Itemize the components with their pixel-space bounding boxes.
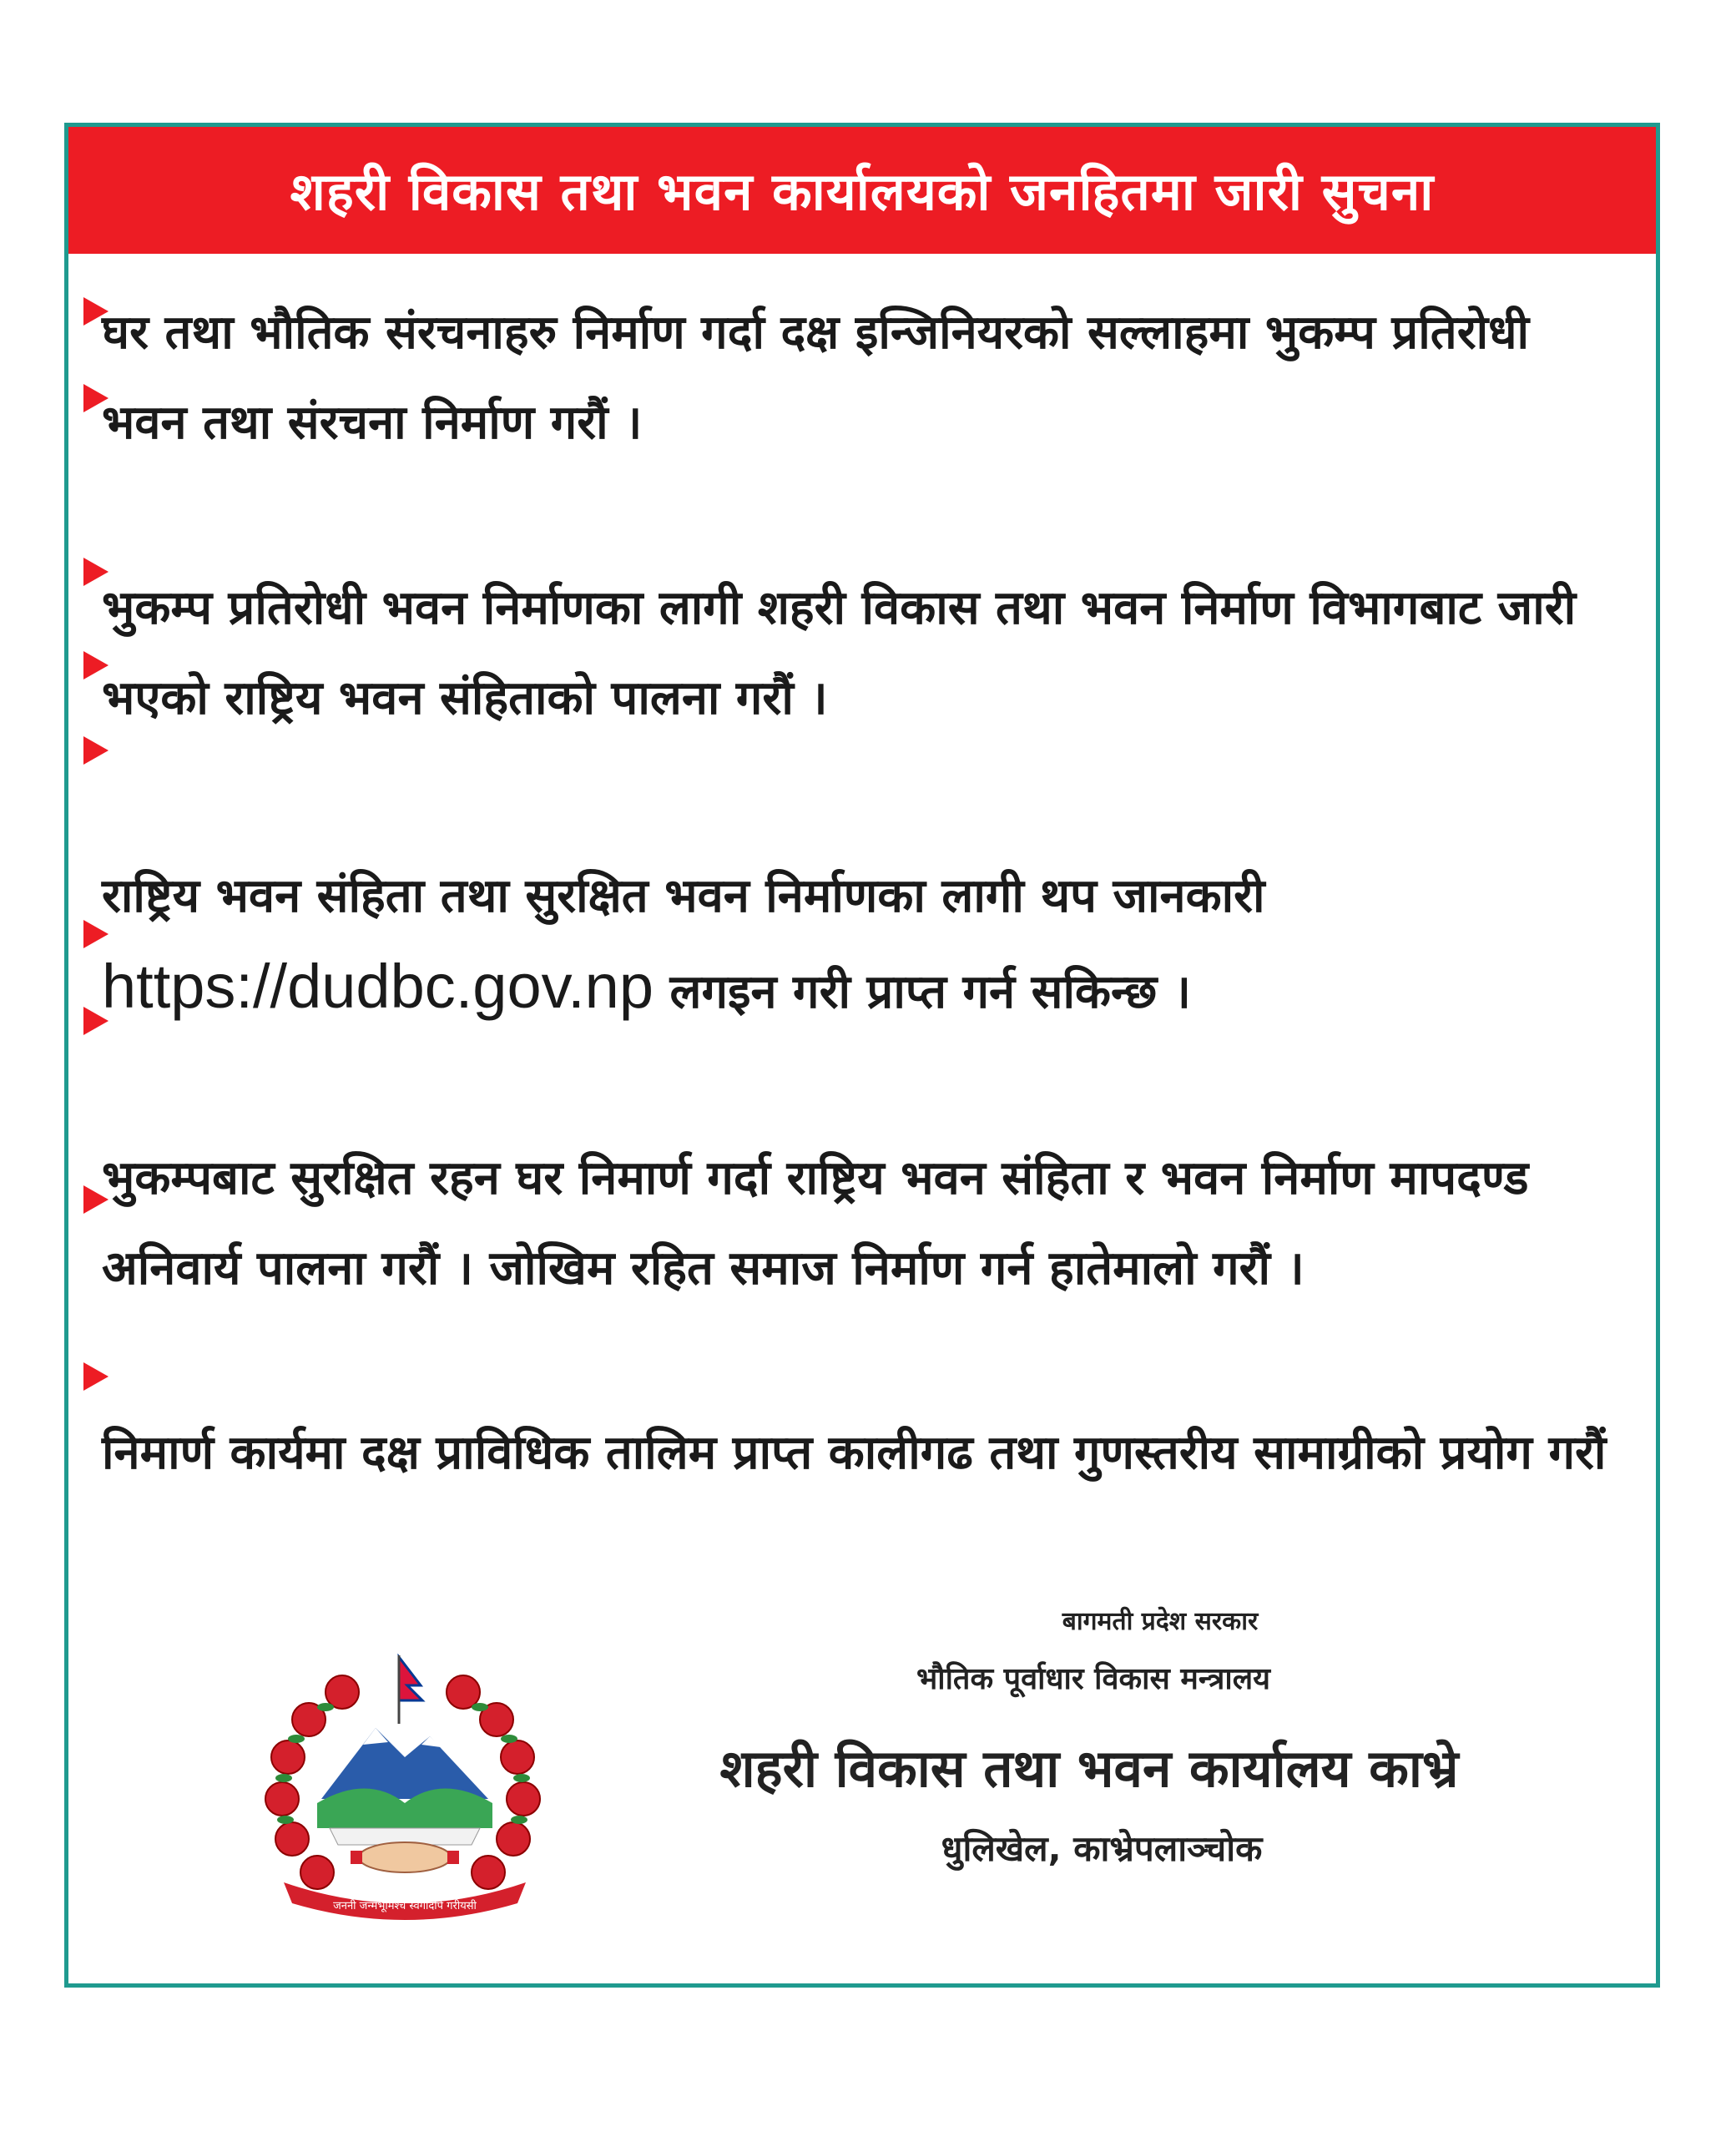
signature-address: धुलिखेल, काभ्रेपलाञ्चोक <box>941 1828 1263 1869</box>
signature-province: बागमती प्रदेश सरकार <box>1062 1607 1259 1636</box>
paragraph-5: निमार्ण कार्यमा दक्ष प्राविधिक तालिम प्राप्त कालीगढ तथा गुणस्तरीय सामाग्रीको प्रयोग गरौं <box>102 1426 1607 1480</box>
nepal-emblem <box>250 1649 559 1924</box>
paragraph-3 <box>102 851 1629 1038</box>
emblem-motto: जननी जन्मभूमिश्च स्वर्गादपि गरीयसी <box>333 1900 477 1912</box>
paragraph-3-text: राष्ट्रिय भवन संहिता तथा सुरक्षित भवन निर्माणका लागी थप जानकारी <box>102 869 1265 923</box>
signature-ministry: भौतिक पूर्वाधार विकास मन्त्रालय <box>916 1662 1271 1696</box>
website-link[interactable]: https://dudbc.gov.np <box>102 952 654 1021</box>
paragraph-4: भुकम्पबाट सुरक्षित रहन घर निमार्ण गर्दा राष्ट्रिय भवन संहिता र भवन निर्माण मापदण्ड अनिवार्य पालना गरौं । जोखिम रहित समाज निर्माण गर्न हातेमालो गरौं । <box>102 1151 1529 1296</box>
notice-title: शहरी विकास तथा भवन कार्यालयको जनहितमा जारी सुचना <box>290 161 1435 222</box>
signature-office: शहरी विकास तथा भवन कार्यालय काभ्रे <box>719 1738 1459 1799</box>
paragraph-3-text-end: लगइन गरी प्राप्त गर्न सकिन्छ । <box>669 965 1191 1019</box>
paragraph-1: घर तथा भौतिक संरचनाहरु निर्माण गर्दा दक्ष इन्जिनियरको सल्लाहमा भुकम्प प्रतिरोधी भवन तथा संरचना निर्माण गरौं । <box>102 306 1530 450</box>
paragraph-2: भुकम्प प्रतिरोधी भवन निर्माणका लागी शहरी विकास तथा भवन निर्माण विभागबाट जारी भएको राष्ट्रिय भवन संहिताको पालना गरौं । <box>102 581 1577 725</box>
bullet-triangle-icon <box>83 1362 108 1391</box>
notice-header <box>68 127 1656 254</box>
